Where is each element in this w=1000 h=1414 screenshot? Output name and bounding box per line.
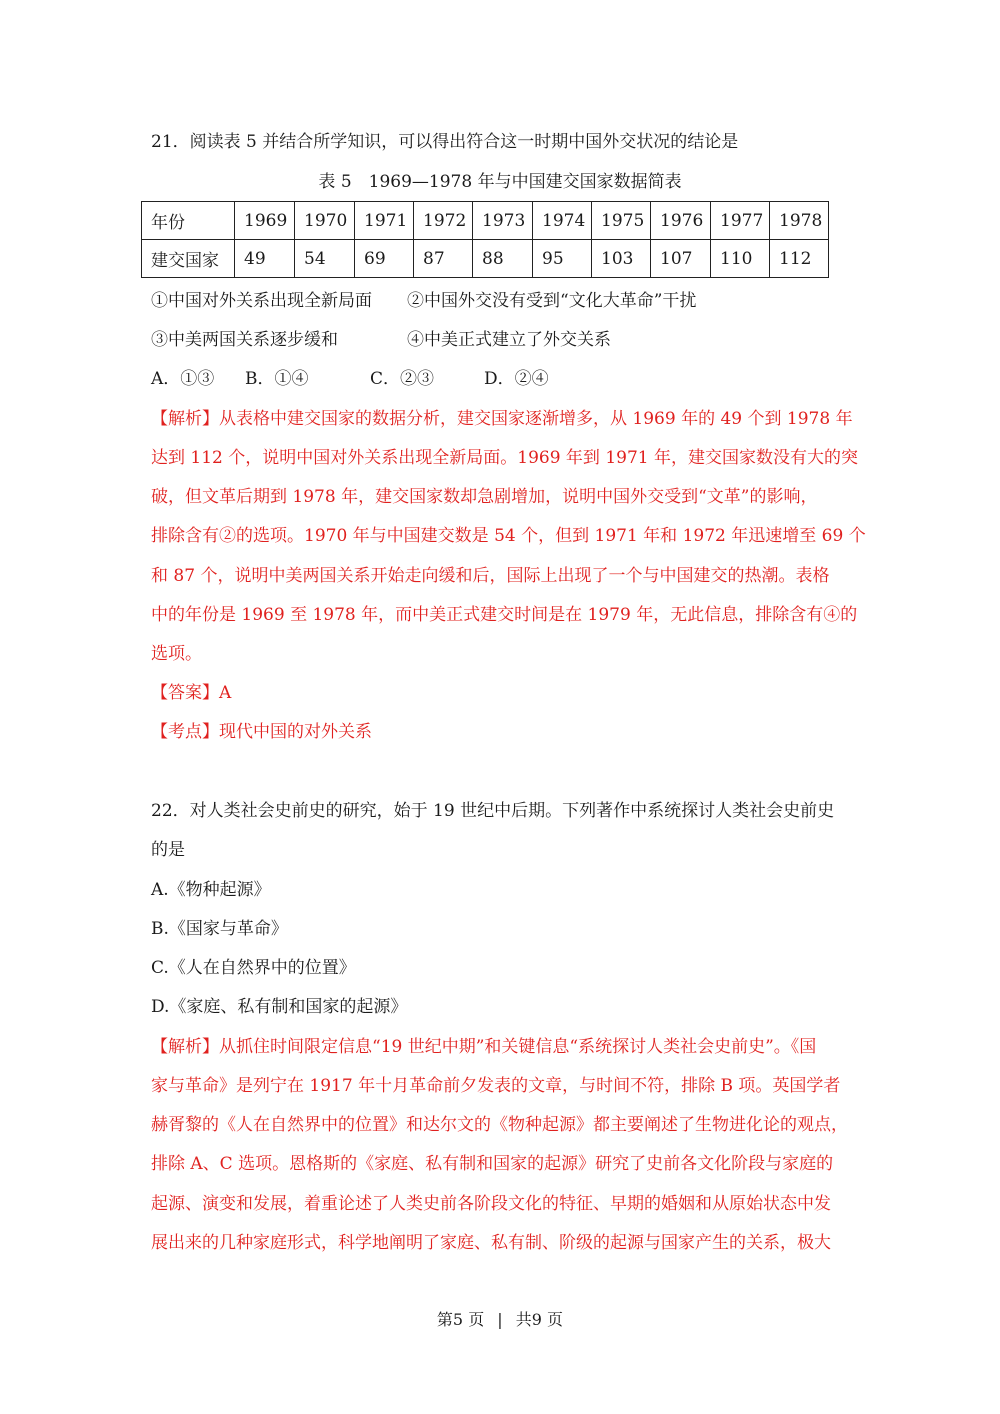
table-cell-year: 1971: [355, 202, 414, 240]
table-cell-year: 1972: [414, 202, 473, 240]
table-cell-count: 110: [711, 240, 770, 278]
table-cell-year: 1976: [651, 202, 711, 240]
statement-3: ③中美两国关系逐步缓和: [151, 330, 338, 350]
q22-option-a: A.《物种起源》: [151, 880, 271, 900]
table-cell-year: 1970: [295, 202, 355, 240]
statement-2: ②中国外交没有受到“文化大革命”干扰: [407, 291, 697, 311]
q21-analysis-line: 【解析】从表格中建交国家的数据分析，建交国家逐渐增多，从 1969 年的 49 个到 1978 年: [151, 409, 853, 429]
diplomatic-data-table: [141, 201, 829, 278]
q21-answer: 【答案】A: [151, 683, 232, 703]
page-total: 共9 页: [515, 1310, 564, 1329]
page-number: 第5 页: [436, 1310, 485, 1329]
q22-option-b: B.《国家与革命》: [151, 919, 288, 939]
table-cell-count: 95: [533, 240, 592, 278]
q22-analysis-line: 排除 A、C 选项。恩格斯的《家庭、私有制和国家的起源》研究了史前各文化阶段与家庭的: [151, 1154, 834, 1174]
table-row-years: [142, 202, 829, 240]
table-cell-count: 103: [592, 240, 651, 278]
q22-analysis-line: 家与革命》是列宁在 1917 年十月革命前夕发表的文章，与时间不符，排除 B 项。英国学者: [151, 1076, 841, 1096]
q21-option-c: C．②③: [370, 369, 435, 389]
table-cell-count: 69: [355, 240, 414, 278]
table-row-label: 建交国家: [142, 240, 235, 278]
table-cell-year: 1974: [533, 202, 592, 240]
q21-option-a: A．①③: [151, 369, 215, 389]
footer-separator: |: [497, 1310, 503, 1329]
q22-analysis-line: 【解析】从抓住时间限定信息“19 世纪中期”和关键信息“系统探讨人类社会史前史”。《国: [151, 1037, 817, 1057]
q21-analysis-line: 选项。: [151, 644, 202, 664]
q22-analysis-line: 赫胥黎的《人在自然界中的位置》和达尔文的《物种起源》都主要阐述了生物进化论的观点，: [151, 1115, 848, 1135]
table-cell-year: 1969: [235, 202, 295, 240]
table-row-label: 年份: [142, 202, 235, 240]
q22-option-c: C.《人在自然界中的位置》: [151, 958, 356, 978]
q22-analysis-line: 展出来的几种家庭形式，科学地阐明了家庭、私有制、阶级的起源与国家产生的关系，极大: [151, 1233, 831, 1253]
table-caption: 表 5 1969—1978 年与中国建交国家数据简表: [318, 172, 682, 192]
q21-analysis-line: 和 87 个，说明中美两国关系开始走向缓和后，国际上出现了一个与中国建交的热潮。表格: [151, 566, 830, 586]
q22-option-d: D.《家庭、私有制和国家的起源》: [151, 997, 408, 1017]
table-cell-count: 107: [651, 240, 711, 278]
statement-4: ④中美正式建立了外交关系: [407, 330, 611, 350]
q21-analysis-line: 达到 112 个，说明中国对外关系出现全新局面。1969 年到 1971 年，建交国家数没有大的突: [151, 448, 858, 468]
table-row-counts: [142, 240, 829, 278]
q21-analysis-line: 排除含有②的选项。1970 年与中国建交数是 54 个，但到 1971 年和 1972 年迅速增至 69 个: [151, 526, 866, 546]
q21-stem: 21．阅读表 5 并结合所学知识，可以得出符合这一时期中国外交状况的结论是: [151, 132, 739, 152]
page-footer: [0, 1309, 1000, 1331]
table-cell-year: 1977: [711, 202, 770, 240]
table-cell-count: 54: [295, 240, 355, 278]
table-cell-year: 1978: [770, 202, 829, 240]
q21-knowledge-point: 【考点】现代中国的对外关系: [151, 722, 372, 742]
q21-option-d: D．②④: [484, 369, 549, 389]
table-cell-count: 87: [414, 240, 473, 278]
statement-1: ①中国对外关系出现全新局面: [151, 291, 372, 311]
table-cell-year: 1975: [592, 202, 651, 240]
table-cell-count: 88: [473, 240, 533, 278]
table-cell-year: 1973: [473, 202, 533, 240]
q22-analysis-line: 起源、演变和发展，着重论述了人类史前各阶段文化的特征、早期的婚姻和从原始状态中发: [151, 1194, 831, 1214]
q21-analysis-line: 破，但文革后期到 1978 年，建交国家数却急剧增加，说明中国外交受到“文革”的影响，: [151, 487, 818, 507]
q22-stem: 22．对人类社会史前史的研究，始于 19 世纪中后期。下列著作中系统探讨人类社会史前史: [151, 801, 835, 821]
table-cell-count: 49: [235, 240, 295, 278]
q21-option-b: B．①④: [245, 369, 309, 389]
q21-analysis-line: 中的年份是 1969 至 1978 年，而中美正式建交时间是在 1979 年，无此信息，排除含有④的: [151, 605, 858, 625]
q22-stem-cont: 的是: [151, 840, 185, 860]
table-cell-count: 112: [770, 240, 829, 278]
